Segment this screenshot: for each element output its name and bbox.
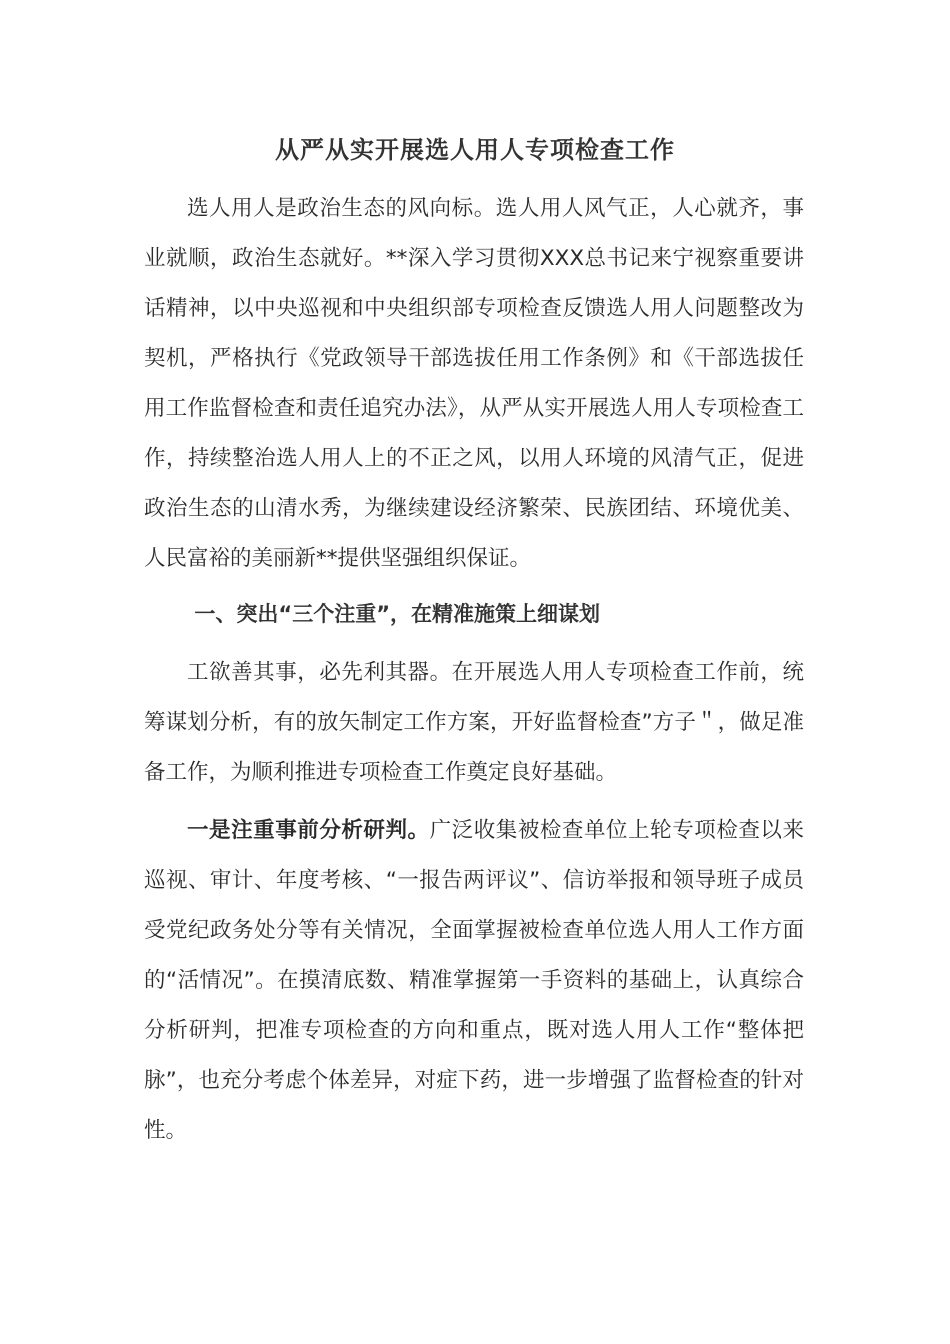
section-heading: 一、突出“三个注重”，在精准施策上细谋划 — [194, 602, 600, 626]
section-intro-paragraph: 工欲善其事，必先利其器。在开展选人用人专项检查工作前，统筹谋划分析，有的放矢制定工作方案，开好监督检查”方子＂，做足准备工作，为顺利推进专项检查工作奠定良好基础。 — [144, 660, 804, 785]
intro-paragraph: 选人用人是政治生态的风向标。选人用人风气正，人心就齐，事业就顺，政治生态就好。**深入学习贯彻XXX总书记来宁视察重要讲话精神，以中央巡视和中央组织部专项检查反馈选人用人问题整改为契机，严格执行《党政领导干部选拔任用工作条例》和《干部选拔任用工作监督检查和责任追究办法》，从严从实开展选人用人专项检查工作，持续整治选人用人上的不正之风，以用人环境的风清气正，促进政治生态的山清水秀，为继续建设经济繁荣、民族团结、环境优美、人民富裕的美丽新**提供坚强组织保证。 — [144, 196, 804, 571]
point-one-lead: 一是注重事前分析研判。 — [187, 818, 430, 843]
document-title: 从严从实开展选人用人专项检查工作 — [275, 136, 675, 164]
point-one-paragraph — [144, 806, 804, 1156]
point-one-body: 广泛收集被检查单位上轮专项检查以来巡视、审计、年度考核、“一报告两评议”、信访举报和领导班子成员受党纪政务处分等有关情况，全面掌握被检查单位选人用人工作方面的“活情况”。在摸清底数、精准掌握第一手资料的基础上，认真综合分析研判，把准专项检查的方向和重点，既对选人用人工作“整体把脉”，也充分考虑个体差异，对症下药，进一步增强了监督检查的针对性。 — [144, 818, 804, 1143]
